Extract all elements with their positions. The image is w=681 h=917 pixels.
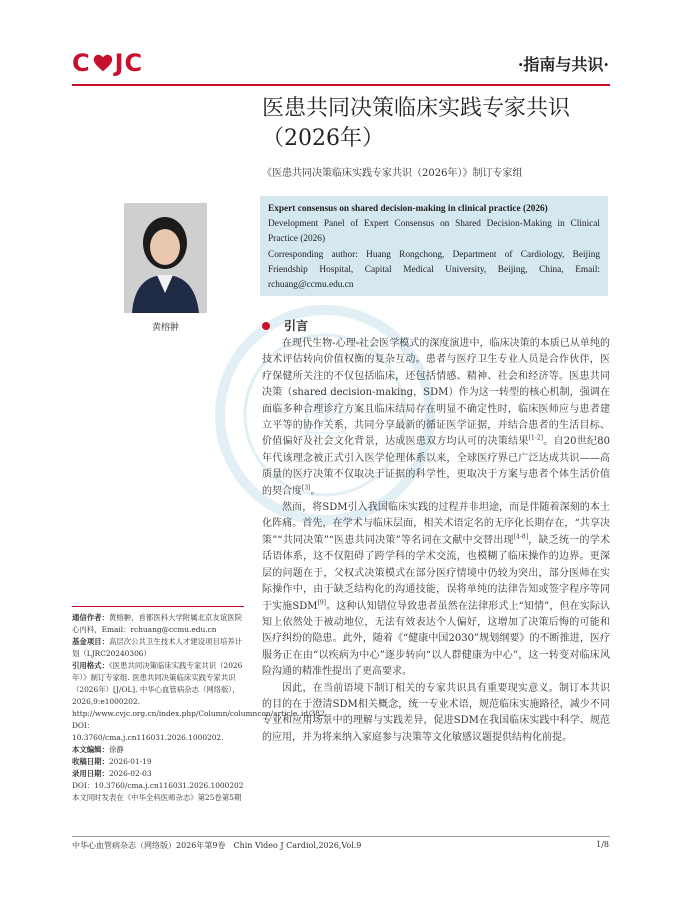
logo-letters-jc: JC	[114, 49, 144, 77]
citation[interactable]: [1-2]	[528, 435, 544, 443]
article-meta	[72, 612, 328, 804]
meta-rule	[72, 606, 244, 607]
meta-citation: 引用格式：《医患共同决策临床实践专家共识（2026年）》制订专家组. 医患共同决策临床实践专家共识（2026年）[J/OL]. 中华心血管病杂志（网络版），2026,9:e1000202. http://www.cvjc.org.cn/index.php/Column/columncon/article_id/382. DOI：10.3760/cma.j.cn116031.2026.1000202.	[72, 661, 328, 742]
paragraph-3: 因此，在当前语境下制订相关的专家共识具有重要现实意义。制订本共识的目的在于澄清SDM相关概念，统一专业术语，规范临床实施路径，减少不同专业和应用场景中的理解与实践差异，促进SDM在我国临床实践中科学、规范的应用，并为将来纳入家庭参与决策等文化敏感议题提供结构化前提。	[262, 682, 610, 743]
meta-editor: 本文编辑：徐静	[72, 745, 124, 754]
journal-logo	[72, 50, 143, 76]
author-portrait-icon	[124, 203, 207, 313]
logo-letter-c: C	[72, 49, 91, 77]
heart-icon	[92, 52, 114, 74]
citation[interactable]: [3]	[302, 484, 311, 492]
english-corresponding: Corresponding author: Huang Rongchong, Department of Cardiology, Beijing Friendship Hospital, Capital Medical University, Beijing, China, Email: rchuang@ccmu.edu.cn	[268, 249, 600, 291]
footer-page-number: 1/8	[596, 840, 609, 849]
author-photo	[124, 203, 207, 313]
english-abstract-box	[260, 196, 608, 296]
footer-rule	[72, 836, 610, 837]
meta-doi[interactable]: DOI：10.3760/cma.j.cn116031.2026.1000202	[72, 781, 244, 790]
meta-funding: 基金项目：高层次公共卫生技术人才建设项目培养计划（LJRC20240306）	[72, 637, 243, 658]
citation[interactable]: [4-8]	[513, 533, 529, 541]
header-rule	[72, 84, 610, 86]
citation[interactable]: [9]	[317, 599, 326, 607]
section-tag: ·指南与共识·	[517, 55, 609, 74]
meta-accepted: 录用日期：2026-02-03	[72, 769, 152, 778]
article-body	[262, 336, 610, 746]
article-byline: 《医患共同决策临床实践专家共识（2026年）》制订专家组	[262, 168, 523, 179]
english-panel: Development Panel of Expert Consensus on Shared Decision-Making in Clinical Practice (2026)	[268, 219, 600, 245]
article-title: 医患共同决策临床实践专家共识（2026年）	[262, 96, 571, 151]
paragraph-2: 然而，将SDM引入我国临床实践的过程并非坦途，而是伴随着深刻的本土化阵痛。首先，在学术与临床层面，相关术语定名的无序化长期存在，“共享决策”“共同决策”“医患共同决策”等名词在文献中交替出现[4-8]，缺乏统一的学术话语体系，这不仅阻碍了跨学科的学术交流，也模糊了临床操作的边界。更深层的问题在于，父权式决策模式在部分医疗情境中仍较为突出，部分医师在实际操作中，由于缺乏结构化的沟通技能，误将单纯的法律告知或签字程序等同于实施SDM[9]。这种认知错位导致患者虽然在法律形式上“知情”，但在实际认知上依然处于被动地位，无法有效表达个人偏好，这增加了决策后悔的可能和医疗纠纷的隐患。此外，随着《“健康中国2030”规划纲要》的不断推进，医疗服务正在由“以疾病为中心”逐步转向“以人群健康为中心”，这一转变对临床风险沟通的精准性提出了更高要求。	[262, 502, 611, 678]
footer-journal: 中华心血管病杂志（网络版）2026年第9卷 Chin Video J Cardiol,2026,Vol.9	[72, 841, 362, 850]
photo-caption: 黄榕翀	[151, 323, 179, 333]
section-heading-text: 引言	[284, 319, 309, 333]
english-title: Expert consensus on shared decision-making in clinical practice (2026)	[268, 204, 548, 214]
bullet-dot-icon	[262, 322, 270, 330]
meta-corresponding: 通信作者：黄榕翀，首都医科大学附属北京友谊医院心内科，Email：rchuang@ccmu.edu.cn	[72, 613, 243, 634]
paragraph-1: 在现代生物-心理-社会医学模式的深度演进中，临床决策的本质已从单纯的技术评估转向价值权衡的复杂互动。患者与医疗卫生专业人员是合作伙伴，医疗保健所关注的不仅包括临床，还包括情感、精神、社会和经济等。医患共同决策（shared decision-making，SDM）作为这一转型的核心机制，强调在面临多种合理诊疗方案且临床结局存在明显不确定性时，临床医师应与患者建立平等的协作关系，共同分享最新的循证医学证据，并结合患者的生活目标、价值偏好及社会文化背景，达成医患双方均认可的决策结果[1-2]。自20世纪80年代该理念被正式引入医学伦理体系以来，全球医疗界已广泛达成共识——高质量的医疗决策不仅取决于证据的科学性，更取决于方案与患者个体生活价值的契合度[3]。	[262, 338, 611, 497]
section-heading	[262, 317, 308, 334]
meta-received: 收稿日期：2026-01-19	[72, 757, 152, 766]
meta-copublication: 本文同时发表在《中华全科医师杂志》第25卷第5期	[72, 793, 242, 802]
svg-text:医: 医	[300, 386, 350, 444]
